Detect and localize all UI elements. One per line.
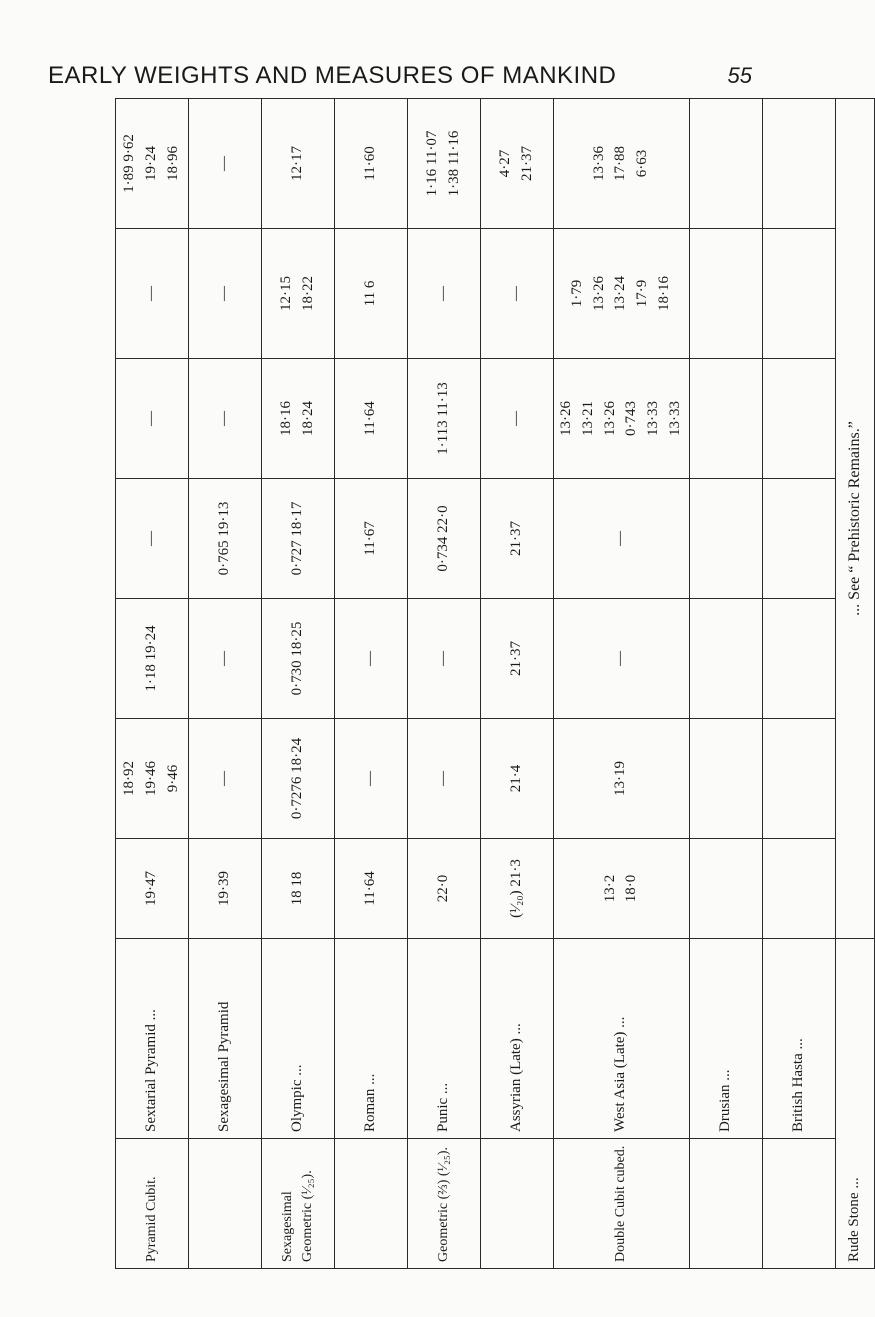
value-line: 11 6 bbox=[362, 280, 379, 307]
value-cell bbox=[408, 479, 481, 599]
value-line: — bbox=[612, 651, 629, 666]
value-line: — bbox=[362, 651, 379, 666]
value-cell bbox=[554, 359, 690, 479]
value-cell bbox=[762, 839, 835, 939]
value-cell bbox=[762, 229, 835, 359]
value-cell bbox=[554, 839, 690, 939]
value-cell bbox=[335, 479, 408, 599]
value-cell bbox=[481, 719, 554, 839]
value-line: 12·17 bbox=[289, 146, 306, 181]
value-cell bbox=[762, 719, 835, 839]
value-line: 19·47 bbox=[143, 871, 160, 906]
rude-stone-note: ... See “ Prehistoric Remains.” bbox=[835, 99, 874, 939]
value-cell bbox=[189, 839, 262, 939]
unit-cell: West Asia (Late) ... bbox=[554, 939, 690, 1139]
group-cell bbox=[762, 1139, 835, 1269]
value-cell bbox=[408, 99, 481, 229]
value-line: 1·18 19·24 bbox=[143, 625, 160, 692]
value-cell bbox=[408, 599, 481, 719]
measures-table-frame bbox=[115, 99, 863, 1269]
value-line: 0·734 22·0 bbox=[435, 505, 452, 572]
value-line: 9·46 bbox=[164, 764, 181, 793]
value-line: (¹⁄₂₀) 21·3 bbox=[508, 859, 525, 918]
value-cell bbox=[262, 479, 335, 599]
value-line: — bbox=[216, 411, 233, 426]
value-cell bbox=[689, 839, 762, 939]
value-line: — bbox=[362, 771, 379, 786]
value-cell bbox=[335, 99, 408, 229]
value-line: 13·36 bbox=[590, 146, 607, 181]
table-row bbox=[262, 99, 335, 1269]
unit-cell: Assyrian (Late) ... bbox=[481, 939, 554, 1139]
running-head bbox=[48, 62, 752, 90]
measures-table bbox=[115, 98, 875, 1269]
group-cell bbox=[189, 1139, 262, 1269]
value-cell bbox=[481, 99, 554, 229]
value-line: 13·2 bbox=[601, 874, 618, 903]
value-line: 18·0 bbox=[623, 874, 640, 903]
group-cell: Double Cubit cubed. bbox=[554, 1139, 690, 1269]
value-line: 1·89 9·62 bbox=[121, 134, 138, 193]
value-cell bbox=[262, 839, 335, 939]
value-line: 18·16 bbox=[655, 276, 672, 311]
value-line: 12·15 bbox=[278, 276, 295, 311]
value-line: 19·24 bbox=[143, 146, 160, 181]
value-line: 17·9 bbox=[634, 279, 651, 308]
value-line: 13·19 bbox=[612, 761, 629, 796]
unit-cell: Roman ... bbox=[335, 939, 408, 1139]
value-line: 0·727 18·17 bbox=[289, 501, 306, 576]
value-line: 11·64 bbox=[362, 871, 379, 906]
value-line: 1·79 bbox=[568, 279, 585, 308]
value-cell bbox=[335, 839, 408, 939]
value-line: 18 18 bbox=[289, 871, 306, 906]
value-line: 1·16 11·07 bbox=[424, 130, 441, 197]
value-line: 11·64 bbox=[362, 401, 379, 436]
value-cell bbox=[116, 719, 189, 839]
group-cell bbox=[335, 1139, 408, 1269]
value-cell bbox=[408, 229, 481, 359]
value-cell bbox=[554, 599, 690, 719]
value-cell bbox=[116, 599, 189, 719]
value-line: 17·88 bbox=[612, 146, 629, 181]
value-cell bbox=[262, 359, 335, 479]
value-cell bbox=[262, 229, 335, 359]
value-line: — bbox=[143, 286, 160, 301]
unit-cell: Sexagesimal Pyramid bbox=[189, 939, 262, 1139]
value-line: — bbox=[216, 286, 233, 301]
group-cell: Sexagesimal Geometric (¹⁄₂₅). bbox=[262, 1139, 335, 1269]
rude-stone-row bbox=[835, 99, 874, 1269]
value-line: 21·37 bbox=[508, 641, 525, 676]
value-cell bbox=[189, 599, 262, 719]
value-cell bbox=[335, 599, 408, 719]
value-cell bbox=[554, 99, 690, 229]
value-line: 21·37 bbox=[508, 521, 525, 556]
value-cell bbox=[689, 479, 762, 599]
value-line: 13·21 bbox=[579, 401, 596, 436]
group-cell bbox=[689, 1139, 762, 1269]
value-line: — bbox=[435, 651, 452, 666]
value-line: 19·46 bbox=[143, 761, 160, 796]
value-cell bbox=[189, 719, 262, 839]
value-cell bbox=[481, 479, 554, 599]
value-cell bbox=[408, 719, 481, 839]
value-cell bbox=[762, 99, 835, 229]
group-cell: Pyramid Cubit. bbox=[116, 1139, 189, 1269]
value-line: — bbox=[216, 771, 233, 786]
value-line: 0·743 bbox=[623, 401, 640, 436]
unit-cell: Drusian ... bbox=[689, 939, 762, 1139]
table-row bbox=[335, 99, 408, 1269]
value-cell bbox=[689, 599, 762, 719]
value-line: 18·92 bbox=[121, 761, 138, 796]
value-line: 22·0 bbox=[435, 874, 452, 903]
value-line: 13·26 bbox=[558, 401, 574, 436]
running-title: EARLY WEIGHTS AND MEASURES OF MANKIND bbox=[48, 62, 617, 89]
value-line: 21·37 bbox=[519, 146, 535, 181]
value-cell bbox=[689, 99, 762, 229]
value-line: 1·38 11·16 bbox=[446, 130, 462, 197]
value-line: 13·33 bbox=[645, 401, 661, 436]
value-cell bbox=[689, 229, 762, 359]
value-cell bbox=[335, 229, 408, 359]
value-line: 18·16 bbox=[278, 401, 295, 436]
value-cell bbox=[762, 479, 835, 599]
rude-stone-unit: Rude Stone ... bbox=[835, 939, 874, 1269]
value-cell bbox=[116, 99, 189, 229]
table-row bbox=[689, 99, 762, 1269]
value-line: — bbox=[435, 286, 452, 301]
value-line: 1·113 11·13 bbox=[435, 382, 452, 455]
value-line: — bbox=[143, 531, 160, 546]
value-cell bbox=[189, 359, 262, 479]
table-body bbox=[116, 99, 875, 1269]
value-cell bbox=[554, 479, 690, 599]
value-cell bbox=[481, 229, 554, 359]
value-cell bbox=[189, 479, 262, 599]
value-cell bbox=[262, 599, 335, 719]
group-cell: Geometric (⅔) (¹⁄₂₅). bbox=[408, 1139, 481, 1269]
value-line: 18·24 bbox=[300, 401, 316, 436]
value-cell bbox=[189, 99, 262, 229]
value-line: 0·7276 18·24 bbox=[289, 737, 306, 820]
unit-cell: Punic ... bbox=[408, 939, 481, 1139]
value-line: — bbox=[435, 771, 452, 786]
value-line: 13·26 bbox=[590, 276, 607, 311]
table-row bbox=[762, 99, 835, 1269]
value-line: — bbox=[508, 411, 525, 426]
value-line: 0·765 19·13 bbox=[216, 501, 233, 576]
value-cell bbox=[116, 479, 189, 599]
value-line: 18·96 bbox=[164, 146, 181, 181]
value-cell bbox=[116, 359, 189, 479]
table-row bbox=[408, 99, 481, 1269]
value-line: 19·39 bbox=[216, 871, 233, 906]
value-cell bbox=[116, 229, 189, 359]
value-line: 13·26 bbox=[601, 401, 618, 436]
table-row bbox=[554, 99, 690, 1269]
group-cell bbox=[481, 1139, 554, 1269]
value-cell bbox=[689, 719, 762, 839]
value-line: 13·33 bbox=[666, 401, 683, 436]
value-cell bbox=[335, 719, 408, 839]
value-cell bbox=[408, 359, 481, 479]
value-cell bbox=[408, 839, 481, 939]
unit-cell: Olympic ... bbox=[262, 939, 335, 1139]
value-cell bbox=[762, 599, 835, 719]
value-line: — bbox=[216, 651, 233, 666]
value-line: 6·63 bbox=[634, 149, 651, 178]
value-cell bbox=[481, 599, 554, 719]
value-line: 13·24 bbox=[612, 276, 629, 311]
value-line: — bbox=[143, 411, 160, 426]
value-cell bbox=[689, 359, 762, 479]
value-line: 0·730 18·25 bbox=[289, 621, 306, 696]
value-cell bbox=[262, 719, 335, 839]
value-line: 18·22 bbox=[300, 276, 316, 311]
value-cell bbox=[481, 359, 554, 479]
value-cell bbox=[554, 229, 690, 359]
value-cell bbox=[481, 839, 554, 939]
value-line: — bbox=[508, 286, 525, 301]
unit-cell: British Hasta ... bbox=[762, 939, 835, 1139]
measures-table-rotated bbox=[115, 99, 863, 1269]
value-line: 4·27 bbox=[497, 149, 514, 178]
value-cell bbox=[262, 99, 335, 229]
value-line: — bbox=[612, 531, 629, 546]
table-row bbox=[481, 99, 554, 1269]
value-cell bbox=[762, 359, 835, 479]
value-line: 11·60 bbox=[362, 146, 379, 181]
page-number: 55 bbox=[727, 63, 752, 88]
value-line: — bbox=[216, 156, 233, 171]
unit-cell: Sextarial Pyramid ... bbox=[116, 939, 189, 1139]
table-row bbox=[116, 99, 189, 1269]
value-line: 11·67 bbox=[362, 521, 379, 556]
value-cell bbox=[335, 359, 408, 479]
value-cell bbox=[116, 839, 189, 939]
table-row bbox=[189, 99, 262, 1269]
value-cell bbox=[189, 229, 262, 359]
value-cell bbox=[554, 719, 690, 839]
value-line: 21·4 bbox=[508, 764, 525, 793]
